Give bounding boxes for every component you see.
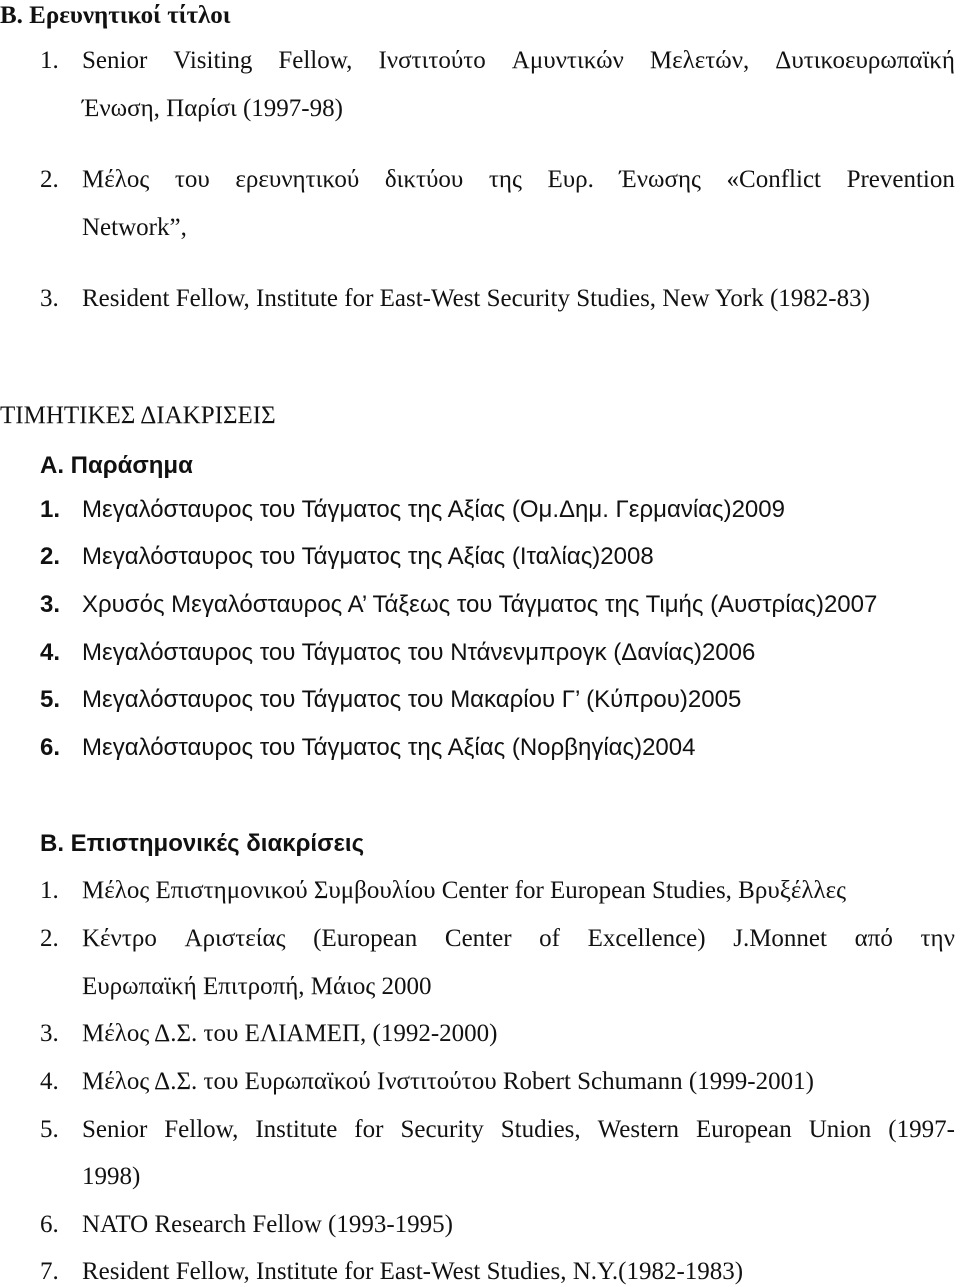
word: (1997-: [888, 1116, 955, 1143]
list-number: 3.: [40, 591, 61, 618]
word: J.Monnet: [733, 925, 827, 952]
list-number: 4.: [40, 1068, 59, 1095]
word: Ινστιτούτο: [378, 47, 486, 74]
research-item-2-line1: [82, 165, 955, 195]
scientific-item-5-line2: 1998): [82, 1163, 141, 1190]
word: Αριστείας: [184, 925, 286, 952]
word: Union: [808, 1116, 872, 1143]
list-number: 1.: [40, 496, 61, 523]
scientific-item-2-line1: [82, 924, 955, 954]
list-number: 5.: [40, 686, 61, 713]
honor-item-4: Μεγαλόσταυρος του Τάγματος του Ντάνενμπρογκ (Δανίας)2006: [82, 639, 756, 666]
word: for: [354, 1116, 384, 1143]
word: Κέντρο: [82, 925, 157, 952]
research-item-2-line2: Network”,: [82, 214, 187, 241]
list-number: 6.: [40, 1211, 59, 1238]
word: Security: [400, 1116, 484, 1143]
word: ερευνητικού: [235, 166, 360, 193]
list-number: 1.: [40, 47, 59, 74]
scientific-item-6: NATO Research Fellow (1993-1995): [82, 1211, 453, 1238]
section-heading-honors: ΤΙΜΗΤΙΚΕΣ ΔΙΑΚΡΙΣΕΙΣ: [0, 402, 276, 429]
list-number: 6.: [40, 734, 61, 761]
list-number: 3.: [40, 1020, 59, 1047]
word: Senior: [82, 47, 148, 74]
list-number: 2.: [40, 543, 61, 570]
list-number: 2.: [40, 925, 59, 952]
research-item-1-line2: Ένωση, Παρίσι (1997-98): [82, 95, 343, 122]
word: Visiting: [173, 47, 253, 74]
scientific-item-7: Resident Fellow, Institute for East-West Studies, N.Y.(1982-1983): [82, 1258, 744, 1285]
honor-item-5: Μεγαλόσταυρος του Τάγματος του Μακαρίου Γ’ (Κύπρου)2005: [82, 686, 742, 713]
word: Ένωσης: [619, 166, 701, 193]
word: «Conflict: [726, 166, 821, 193]
section-heading-research-titles: Β. Ερευνητικοί τίτλοι: [0, 2, 231, 29]
scientific-item-3: Μέλος Δ.Σ. του ΕΛΙΑΜΕΠ, (1992-2000): [82, 1020, 498, 1047]
scientific-item-1: Μέλος Επιστημονικού Συμβουλίου Center for European Studies, Βρυξέλλες: [82, 877, 846, 904]
list-number: 5.: [40, 1116, 59, 1143]
research-item-1-line1: [82, 46, 955, 76]
word: Fellow,: [278, 47, 353, 74]
word: δικτύου: [384, 166, 464, 193]
word: of: [539, 925, 560, 952]
word: του: [174, 166, 210, 193]
word: Western: [597, 1116, 679, 1143]
honor-item-2: Μεγαλόσταυρος του Τάγματος της Αξίας (Ιταλίας)2008: [82, 543, 654, 570]
word: Fellow,: [164, 1116, 239, 1143]
word: (European: [313, 925, 418, 952]
subheading-decorations: Α. Παράσημα: [40, 452, 193, 479]
word: Μελετών,: [649, 47, 750, 74]
word: Prevention: [846, 166, 955, 193]
word: Ευρ.: [547, 166, 594, 193]
word: Institute: [255, 1116, 338, 1143]
word: Senior: [82, 1116, 148, 1143]
word: Αμυντικών: [511, 47, 624, 74]
word: της: [488, 166, 522, 193]
honor-item-6: Μεγαλόσταυρος του Τάγματος της Αξίας (Νορβηγίας)2004: [82, 734, 696, 761]
list-number: 1.: [40, 877, 59, 904]
research-item-3-line1: Resident Fellow, Institute for East-West Security Studies, New York (1982-83): [82, 285, 870, 312]
list-number: 7.: [40, 1258, 59, 1285]
word: Excellence): [587, 925, 706, 952]
list-number: 4.: [40, 639, 61, 666]
scientific-item-5-line1: [82, 1115, 955, 1145]
word: Δυτικοευρωπαϊκή: [775, 47, 955, 74]
list-number: 2.: [40, 166, 59, 193]
word: Μέλος: [82, 166, 150, 193]
word: European: [695, 1116, 792, 1143]
list-number: 3.: [40, 285, 59, 312]
word: την: [920, 925, 955, 952]
scientific-item-2-line2: Ευρωπαϊκή Επιτροπή, Μάιος 2000: [82, 973, 432, 1000]
word: Studies,: [500, 1116, 581, 1143]
section-heading-scientific: Β. Επιστημονικές διακρίσεις: [40, 830, 365, 857]
honor-item-3: Χρυσός Μεγαλόσταυρος Α’ Τάξεως του Τάγματος της Τιμής (Αυστρίας)2007: [82, 591, 878, 618]
scientific-item-4: Μέλος Δ.Σ. του Ευρωπαϊκού Ινστιτούτου Robert Schumann (1999-2001): [82, 1068, 814, 1095]
word: από: [854, 925, 893, 952]
word: Center: [444, 925, 512, 952]
honor-item-1: Μεγαλόσταυρος του Τάγματος της Αξίας (Ομ.Δημ. Γερμανίας)2009: [82, 496, 785, 523]
